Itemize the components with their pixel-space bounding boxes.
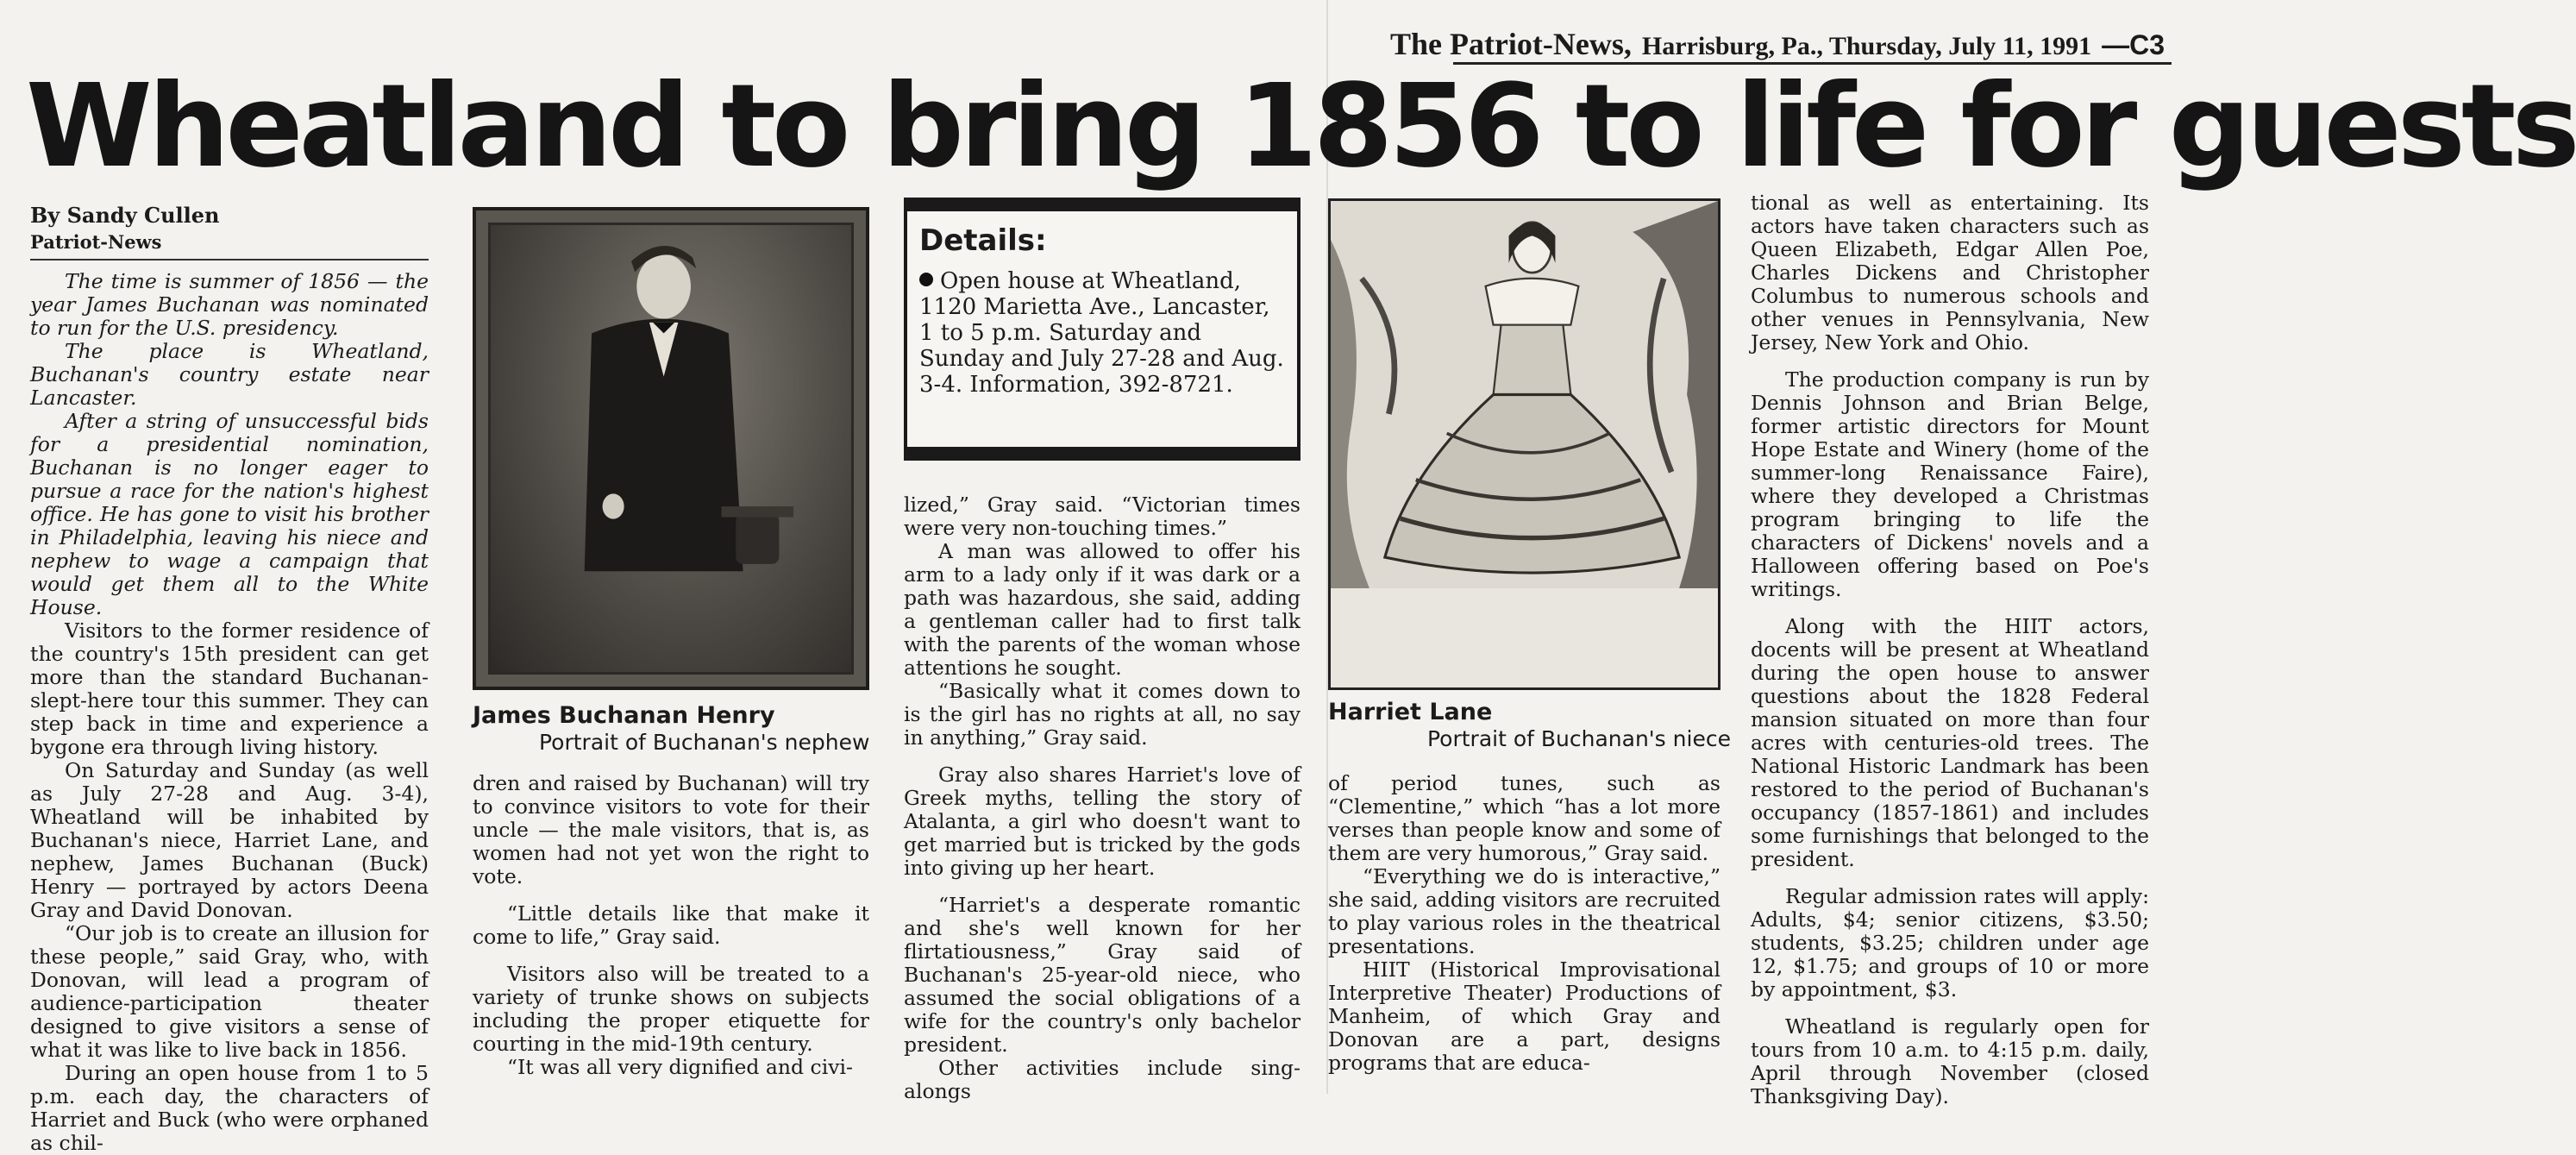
lede-italic [30, 270, 429, 619]
photo1-caption: Portrait of Buchanan's nephew [539, 730, 870, 755]
body-paragraph: “Everything we do is interactive,” she said, adding visitors are recruited to play various roles in the theatrical presentations. [1328, 864, 1720, 958]
masthead-paper: The Patriot-News, [1389, 27, 1632, 61]
body-paragraph: of period tunes, such as “Clementine,” which “has a lot more verses than people know and some of them are very humorous,” Gray said. [1328, 771, 1720, 865]
column-5 [1751, 191, 2149, 1108]
details-text-block [919, 268, 1290, 398]
masthead [1390, 26, 2165, 62]
body-paragraph: The production company is run by Dennis Johnson and Brian Belge, former artistic directors for Mount Hope Estate and Winery (home of the summer-long Renaissance Faire), where they developed a Christmas program bringing to life the characters of Dickens' novels and a Halloween offering based on Poe's writings. [1751, 367, 2149, 601]
byline-agency: Patriot-News [30, 231, 162, 253]
portrait-man-icon [491, 225, 851, 586]
photo1-name: James Buchanan Henry [473, 702, 775, 729]
body-paragraph: Visitors to the former residence of the country's 15th president can get more than the standard Buchanan-slept-here tour this summer. They can step back in time and experience a bygone era through living history. [30, 618, 429, 759]
body-paragraph: “Our job is to create an illusion for these people,” said Gray, who, with Donovan, will lead a program of audience-participation theater designed to give visitors a sense of what it was like to live back in 1856. [30, 921, 429, 1062]
bullet-icon [919, 273, 933, 286]
headline: Wheatland to bring 1856 to life for guests [26, 60, 2576, 193]
body-paragraph: Along with the HIIT actors, docents will be present at Wheatland during the open house to answer questions about the 1828 Federal mansion situated on more than four acres with centuries-old trees. The National Historic Landmark has been restored to the period of Buchanan's occupancy (1857-1861) and includes some furnishings that belonged to the president. [1751, 614, 2149, 871]
masthead-page: —C3 [2102, 29, 2165, 60]
body-paragraph: Regular admission rates will apply: Adults, $4; senior citizens, $3.50; students, $3.25; children under age 12, $1.75; and groups of 10 or more by appointment, $3. [1751, 884, 2149, 1001]
lede-paragraph: The time is summer of 1856 — the year James Buchanan was nominated to run for the U.S. presidency. [30, 269, 429, 340]
body-paragraph: “Little details like that make it come to life,” Gray said. [473, 901, 869, 949]
body-paragraph: During an open house from 1 to 5 p.m. each day, the characters of Harriet and Buck (who were orphaned as chil- [30, 1061, 429, 1155]
byline-rule [30, 259, 429, 261]
column-3 [904, 493, 1301, 1103]
photo2-name: Harriet Lane [1328, 699, 1493, 725]
body-paragraph: tional as well as entertaining. Its actors have taken characters such as Queen Elizabeth, Edgar Allen Poe, Charles Dickens and Christopher Columbus to numerous schools and other venues in Pennsylvania, New Jersey, New York and Ohio. [1751, 191, 2149, 355]
body-paragraph: Wheatland is regularly open for tours from 10 a.m. to 4:15 p.m. daily, April through November (closed Thanksgiving Day). [1751, 1014, 2149, 1108]
body-paragraph: dren and raised by Buchanan) will try to convince visitors to vote for their uncle — the male visitors, that is, as women had not yet won the right to vote. [473, 771, 869, 888]
body-paragraph: Other activities include sing-alongs [904, 1056, 1301, 1103]
body-paragraph: Gray also shares Harriet's love of Greek myths, telling the story of Atalanta, a girl who doesn't want to get married but is tricked by the gods into giving up her heart. [904, 763, 1301, 880]
body-paragraph: Visitors also will be treated to a variety of trunke shows on subjects including the proper etiquette for courting in the mid-19th century. [473, 962, 869, 1056]
details-box [904, 198, 1301, 461]
details-top-bar [907, 201, 1297, 211]
body-paragraph: “Basically what it comes down to is the girl has no rights at all, no say in anything,” Gray said. [904, 679, 1301, 750]
photo-harriet-lane [1328, 198, 1720, 690]
lede-paragraph: After a string of unsuccessful bids for a presidential nomination, Buchanan is no longer eager to pursue a race for the nation's highest office. He has gone to visit his brother in Philadelphia, leaving his niece and nephew to wage a campaign that would get them all to the White House. [30, 409, 429, 619]
body-paragraph: “Harriet's a desperate romantic and she's well known for her flirtatiousness,” Gray said of Buchanan's 25-year-old niece, who assumed the social obligations of a wife for the country's only bachelor president. [904, 893, 1301, 1057]
details-text: Open house at Wheatland, 1120 Marietta Ave., Lancaster, 1 to 5 p.m. Saturday and Sunday and July 27-28 and Aug. 3-4. Information, 392-8721. [919, 268, 1284, 398]
body-paragraph: A man was allowed to offer his arm to a lady only if it was dark or a path was hazardous, she said, adding a gentleman caller had to first talk with the parents of the woman whose attentions he sought. [904, 539, 1301, 680]
photo2-caption: Portrait of Buchanan's niece [1427, 726, 1731, 751]
lede-paragraph: The place is Wheatland, Buchanan's country estate near Lancaster. [30, 339, 429, 410]
masthead-dateline: Harrisburg, Pa., Thursday, July 11, 1991 [1641, 32, 2092, 60]
column-1 [30, 270, 429, 1155]
column-4 [1328, 772, 1720, 1075]
details-bottom-bar [907, 447, 1297, 457]
byline: By Sandy Cullen [30, 203, 220, 228]
body-paragraph: lized,” Gray said. “Victorian times were very non-touching times.” [904, 493, 1301, 540]
body-paragraph: “It was all very dignified and civi- [507, 1055, 853, 1079]
body-paragraph: HIIT (Historical Improvisational Interpretive Theater) Productions of Manheim, of which Gray and Donovan are a part, designs programs that are educa- [1328, 957, 1720, 1075]
body-paragraph: On Saturday and Sunday (as well as July 27-28 and Aug. 3-4), Wheatland will be inhabited by Buchanan's niece, Harriet Lane, and nephew, James Buchanan (Buck) Henry — portrayed by actors Deena Gray and David Donovan. [30, 758, 429, 922]
portrait-woman-icon [1331, 201, 1718, 588]
photo-james-buchanan-henry [473, 207, 869, 690]
column-2 [473, 772, 869, 1079]
details-title: Details: [919, 223, 1047, 258]
